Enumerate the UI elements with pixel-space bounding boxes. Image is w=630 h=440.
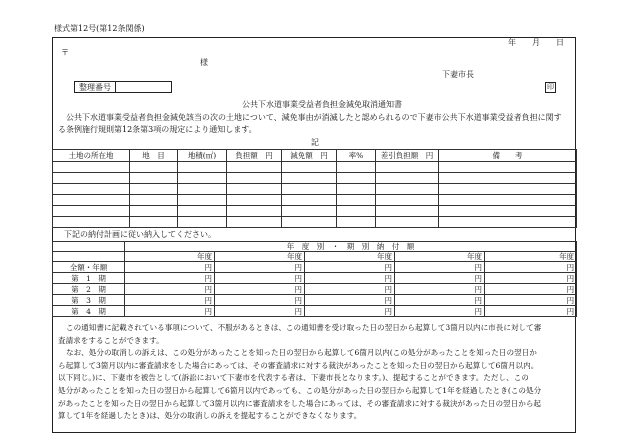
land-table-row (53, 184, 577, 195)
yen-cell: 円 (395, 262, 485, 273)
land-table-cell (227, 184, 282, 195)
land-table-cell (178, 217, 227, 228)
payment-group-header: 年 度 別 ・ 期 別 納 付 額 (125, 242, 577, 252)
land-table-cell (376, 162, 439, 173)
yen-cell: 円 (395, 284, 485, 295)
land-table-cell (130, 195, 178, 206)
land-table-cell (130, 162, 178, 173)
notice-line: 査請求をすることができます。 (58, 335, 164, 345)
yen-cell: 円 (485, 306, 577, 317)
land-table-row (53, 206, 577, 217)
installment-note: 下記の納付計画に従い納入してください。 (64, 230, 216, 239)
payment-row (53, 306, 577, 317)
payment-corner-cell (53, 242, 125, 252)
land-table-cell (337, 184, 376, 195)
reference-number-box (74, 81, 172, 93)
land-table-row (53, 217, 577, 228)
land-table-cell (130, 217, 178, 228)
payment-table (52, 241, 577, 317)
notice-line: 以下同じ。)に、下妻市を被告として(訴訟において下妻市を代表する者は、下妻市長となります。)、提起することができます。ただし、この (58, 373, 529, 383)
land-table-cell (282, 206, 337, 217)
land-table-cell (337, 217, 376, 228)
land-table-cell (178, 162, 227, 173)
land-table-cell (337, 195, 376, 206)
land-table-cell (282, 184, 337, 195)
addressee-suffix: 様 (200, 58, 208, 67)
yen-cell: 円 (125, 262, 215, 273)
header-charge: 負担額 円 (227, 150, 282, 162)
land-table-cell (130, 184, 178, 195)
year-cell: 年度 (125, 252, 215, 262)
payment-row-label: 第 4 期 (53, 306, 125, 317)
ki-heading: 記 (311, 138, 319, 147)
land-table-row (53, 173, 577, 184)
land-table-cell (439, 173, 577, 184)
yen-cell: 円 (305, 284, 395, 295)
land-table-cell (227, 173, 282, 184)
appeal-notice (58, 322, 578, 423)
yen-cell: 円 (305, 273, 395, 284)
payment-row-label: 全額・年額 (53, 262, 125, 273)
issue-date: 年 月 日 (508, 38, 564, 47)
year-cell: 年度 (485, 252, 577, 262)
land-table-cell (439, 162, 577, 173)
header-location: 土地の所在地 (53, 150, 130, 162)
notice-line: 処分があったことを知った日の翌日から起算して6箇月以内であっても、この処分があった日の翌日から起算して1年を経過したとき(この処分 (58, 385, 542, 395)
land-table-cell (337, 162, 376, 173)
land-table-cell (178, 206, 227, 217)
land-table-cell (376, 195, 439, 206)
year-cell: 年度 (395, 252, 485, 262)
yen-cell: 円 (305, 262, 395, 273)
yen-cell: 円 (305, 306, 395, 317)
land-table-cell (282, 162, 337, 173)
header-net-charge: 差引負担額 円 (376, 150, 439, 162)
land-table-row (53, 195, 577, 206)
land-table-cell (53, 173, 130, 184)
payment-year-corner-cell (53, 252, 125, 262)
yen-cell: 円 (485, 262, 577, 273)
notice-line: 算して1年を経過したとき)は、処分の取消しの訴えを提起することができなくなります。 (58, 411, 362, 421)
yen-cell: 円 (395, 273, 485, 284)
notice-line: があったことを知った日の翌日から起算して3箇月以内に審査請求をした場合にあっては、その審査請求に対する裁決があった日の翌日から起 (58, 398, 542, 408)
year-cell: 年度 (305, 252, 395, 262)
header-rate: 率% (337, 150, 376, 162)
yen-cell: 円 (125, 284, 215, 295)
payment-row (53, 273, 577, 284)
yen-cell: 円 (485, 284, 577, 295)
land-table-cell (53, 195, 130, 206)
land-table-cell (53, 206, 130, 217)
land-table-cell (53, 217, 130, 228)
land-table-header-row (53, 150, 577, 162)
payment-row (53, 295, 577, 306)
yen-cell: 円 (215, 262, 305, 273)
land-table-cell (337, 173, 376, 184)
yen-cell: 円 (215, 295, 305, 306)
land-table-cell (376, 173, 439, 184)
yen-cell: 円 (125, 295, 215, 306)
land-table-cell (227, 217, 282, 228)
payment-row (53, 284, 577, 295)
yen-cell: 円 (485, 273, 577, 284)
land-table-cell (178, 195, 227, 206)
land-table-cell (227, 162, 282, 173)
land-table-cell (227, 206, 282, 217)
land-table-cell (53, 162, 130, 173)
land-table-cell (376, 184, 439, 195)
payment-year-row (53, 252, 577, 262)
land-table-cell (439, 206, 577, 217)
land-table-cell (282, 195, 337, 206)
land-table-cell (130, 206, 178, 217)
form-number: 様式第12号(第12条関係) (54, 24, 145, 33)
notice-line: ら起算して3箇月以内に審査請求をした場合にあっては、その審査請求に対する裁決があったことを知った日の翌日から起算して6箇月以内。 (58, 360, 539, 370)
reference-number-label: 整理番号 (79, 83, 111, 92)
land-table-cell (178, 173, 227, 184)
land-table-cell (282, 217, 337, 228)
notice-line: この通知書に記載されている事項について、不服があるときは、この通知書を受け取った日の翌日から起算して3箇月以内に市長に対して審 (66, 323, 542, 332)
land-table-cell (376, 217, 439, 228)
payment-group-header-row (53, 242, 577, 252)
notice-line: なお、処分の取消しの訴えは、この処分があったことを知った日の翌日から起算して6箇月以内(この処分があったことを知った日の翌日か (66, 348, 537, 358)
yen-cell: 円 (125, 306, 215, 317)
payment-row (53, 262, 577, 273)
land-table-cell (227, 195, 282, 206)
land-table-cell (376, 206, 439, 217)
postal-mark: 〒 (61, 48, 69, 57)
yen-cell: 円 (485, 295, 577, 306)
header-reduction: 減免額 円 (282, 150, 337, 162)
land-table (52, 149, 577, 228)
payment-row-label: 第 1 期 (53, 273, 125, 284)
yen-cell: 円 (305, 295, 395, 306)
year-cell: 年度 (215, 252, 305, 262)
header-area: 地積(㎡) (178, 150, 227, 162)
land-table-cell (282, 173, 337, 184)
payment-row-label: 第 2 期 (53, 284, 125, 295)
land-table-cell (178, 184, 227, 195)
yen-cell: 円 (215, 284, 305, 295)
yen-cell: 円 (125, 273, 215, 284)
land-table-cell (439, 195, 577, 206)
land-table-cell (439, 217, 577, 228)
yen-cell: 円 (215, 273, 305, 284)
yen-cell: 円 (395, 295, 485, 306)
body-text-line-1: 公共下水道事業受益者負担金減免該当の次の土地について、減免事由が消滅したと認められるので下妻市公共下水道事業受益者負担に関す (66, 113, 562, 122)
issuer-title: 下妻市長 (442, 70, 474, 79)
land-table-row (53, 162, 577, 173)
document-title: 公共下水道事業受益者負担金減免取消通知書 (242, 100, 402, 109)
header-land-category: 地 目 (130, 150, 178, 162)
land-table-cell (439, 184, 577, 195)
seal-mark: 印 (547, 83, 554, 91)
payment-row-label: 第 3 期 (53, 295, 125, 306)
yen-cell: 円 (215, 306, 305, 317)
body-text-line-2: る条例施行規則第12条第3項の規定により通知します。 (58, 125, 257, 134)
header-remarks: 備 考 (439, 150, 577, 162)
land-table-cell (130, 173, 178, 184)
yen-cell: 円 (395, 306, 485, 317)
land-table-cell (53, 184, 130, 195)
land-table-cell (337, 206, 376, 217)
reference-number-divider (115, 82, 116, 92)
